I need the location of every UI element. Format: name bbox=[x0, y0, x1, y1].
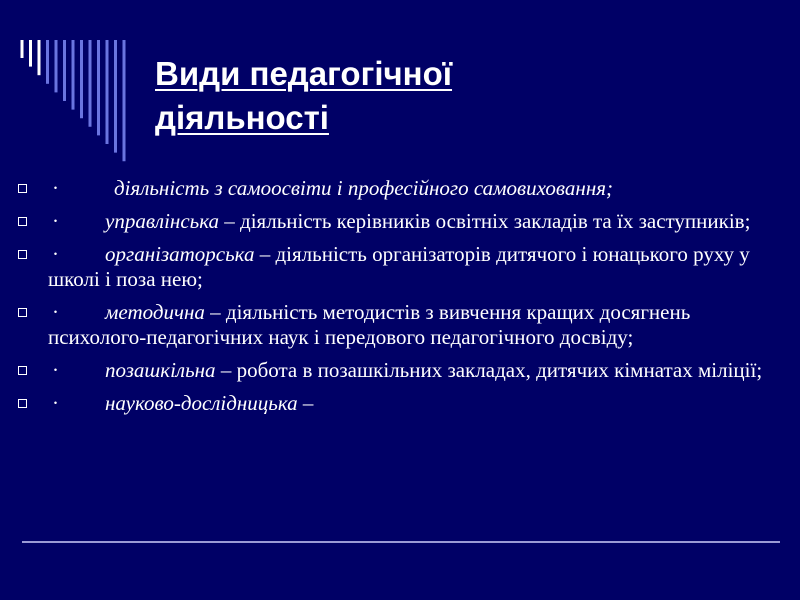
item-description: – діяльність методистів з вивчення кращих досягнень психолого-педагогічних наук і передового педагогічного досвіду; bbox=[48, 300, 691, 349]
list-item bbox=[18, 242, 778, 292]
square-bullet-icon bbox=[18, 250, 27, 259]
title-line-1: Види педагогічної bbox=[155, 55, 453, 92]
dot-marker: · bbox=[52, 242, 59, 266]
square-bullet-icon bbox=[18, 184, 27, 193]
square-bullet-icon bbox=[18, 366, 27, 375]
bullet-list bbox=[18, 176, 778, 424]
item-term: методична bbox=[105, 300, 205, 324]
bottom-rule bbox=[22, 541, 780, 543]
dot-marker: · bbox=[52, 391, 59, 415]
item-term: діяльність з самоосвіти і професійного самовиховання; bbox=[114, 176, 613, 200]
item-description: – робота в позашкільних закладах, дитячих кімнатах міліції; bbox=[215, 358, 763, 382]
title-line-2: діяльності bbox=[155, 99, 329, 136]
square-bullet-icon bbox=[18, 399, 27, 408]
item-term: управлінська bbox=[105, 209, 220, 233]
decorative-lines-group bbox=[22, 40, 124, 161]
item-term: позашкільна bbox=[105, 358, 216, 382]
square-bullet-icon bbox=[18, 217, 27, 226]
decorative-lines bbox=[0, 0, 150, 180]
dot-marker: · bbox=[52, 209, 59, 233]
list-item bbox=[18, 300, 778, 350]
item-term: організаторська bbox=[105, 242, 255, 266]
dot-marker: · bbox=[52, 176, 59, 200]
dot-marker: · bbox=[52, 300, 59, 324]
list-item bbox=[18, 391, 778, 416]
slide-title bbox=[155, 52, 715, 140]
item-description: – діяльність керівників освітніх закладів та їх заступників; bbox=[219, 209, 751, 233]
list-item bbox=[18, 176, 778, 201]
square-bullet-icon bbox=[18, 308, 27, 317]
item-term: науково-дослідницька – bbox=[105, 391, 314, 415]
list-item bbox=[18, 209, 778, 234]
item-description: – діяльність організаторів дитячого і юнацького руху у школі і поза нею; bbox=[48, 242, 750, 291]
list-item bbox=[18, 358, 778, 383]
dot-marker: · bbox=[52, 358, 59, 382]
